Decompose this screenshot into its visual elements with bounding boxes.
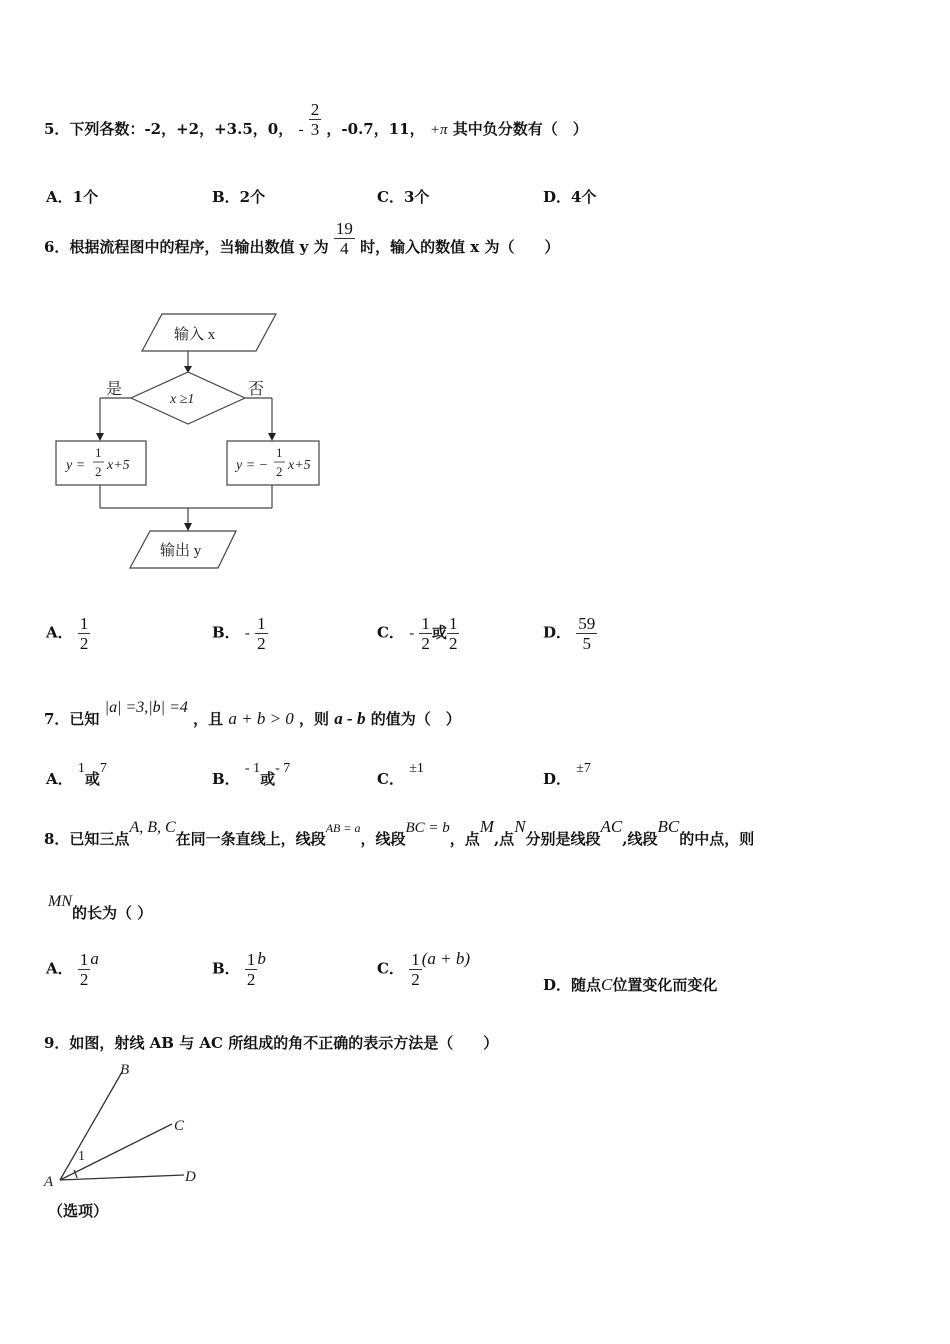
q6-a-fraction: $\frac{1}{2}$ (79, 614, 89, 653)
q5-prefix: 5．下列各数：-2，+2，+3.5，0， (44, 120, 294, 138)
q6-c-fraction-2: $\frac{1}{2}$ (448, 614, 458, 653)
flow-no-label: 否 (248, 381, 265, 398)
label-b: B (120, 1062, 130, 1078)
q8-ac: AC (600, 817, 623, 836)
q7-option-a[interactable]: A． 1或7 (46, 761, 107, 788)
q6-d-fraction: $\frac{59}{5}$ (578, 614, 596, 653)
q6-prefix: 6．根据流程图中的程序，当输出数值 y 为 (44, 238, 329, 256)
q6-option-c[interactable]: C． - $\frac{1}{2}$ 或 $\frac{1}{2}$ (377, 614, 458, 653)
q6-option-a[interactable]: A． $\frac{1}{2}$ (46, 614, 89, 653)
label-c: C (174, 1118, 185, 1134)
q5-fraction: $\frac{2}{3}$ (310, 99, 320, 139)
q8-stem-cont: MN的长为（ ） (48, 893, 153, 922)
q6-stem (44, 218, 560, 258)
ray-ad (60, 1175, 184, 1180)
q5-pi: +π (429, 122, 448, 138)
label-a: A (44, 1174, 54, 1190)
flow-output-text: 输出 y (160, 543, 202, 559)
q7-expression: a - b (334, 709, 366, 728)
q6-suffix: 时，输入的数值 x 为（ ） (360, 238, 560, 256)
q7-abs-values: |a| =3,|b| =4 (104, 699, 188, 716)
flow-left-num: 1 (95, 445, 102, 460)
q8-stem: 8．已知三点A, B, C在同一条直线上，线段$^{AB = a}$，线段BC = b，点M,点N分别是线段AC,线段BC的中点，则 (44, 817, 755, 848)
q6-option-d[interactable]: D． $\frac{59}{5}$ (543, 614, 596, 653)
flow-input-text: 输入 x (174, 327, 216, 343)
q7-option-d[interactable]: D． ±7 (543, 761, 591, 788)
flow-left-den: 2 (95, 464, 102, 479)
flow-left-rhs: x+5 (107, 458, 130, 473)
q8-option-d[interactable]: D．随点C位置变化而变化 (543, 975, 718, 994)
flow-yes-label: 是 (106, 381, 123, 398)
q5-option-a[interactable]: A．1个 (46, 188, 99, 206)
q9-angle-figure (40, 1058, 220, 1198)
q8-mn: MN (48, 893, 72, 910)
q5-option-c[interactable]: C．3个 (377, 188, 430, 206)
q6-c-fraction-1: $\frac{1}{2}$ (421, 614, 430, 653)
label-angle-1: 1 (78, 1149, 85, 1164)
q8-bc2: BC (657, 817, 680, 836)
q8-option-a[interactable]: A． $\frac{1}{2}$ a (46, 948, 99, 989)
q5-suffix: 其中负分数有（ ） (452, 120, 588, 138)
q9-options-note: （选项） (48, 1202, 109, 1220)
flow-right-num: 1 (276, 445, 283, 460)
q6-option-b[interactable]: B． - $\frac{1}{2}$ (212, 614, 266, 653)
q5-middle: ，-0.7，11， (326, 120, 425, 138)
q5-neg-sign: - (298, 122, 304, 138)
q7-option-c[interactable]: C． ±1 (377, 761, 424, 788)
q6-b-fraction: $\frac{1}{2}$ (257, 614, 266, 653)
q8-option-c[interactable]: C． $\frac{1}{2}$ (a + b) (377, 948, 470, 989)
flow-right-lhs: y = − (236, 458, 269, 473)
flow-left-lhs: y = (66, 458, 86, 473)
q6-flowchart (50, 306, 330, 576)
q7-option-b[interactable]: B． - 1或- 7 (212, 761, 291, 788)
q8-points: A, B, C (129, 819, 176, 836)
q9-stem: 9．如图，射线 AB 与 AC 所组成的角不正确的表示方法是（ ） (44, 1034, 499, 1052)
q5-stem (44, 99, 588, 139)
q7-condition: a + b > 0 (228, 709, 294, 728)
q8-option-b[interactable]: B． $\frac{1}{2}$ b (212, 948, 266, 989)
flow-condition-text: x ≥1 (170, 392, 195, 407)
q7-stem: 7．已知 |a| =3,|b| =4 ，且 a + b > 0 ，则 a - b 的值为（ ） (44, 699, 461, 728)
label-d: D (185, 1169, 196, 1185)
flow-right-rhs: x+5 (288, 458, 311, 473)
flow-right-den: 2 (276, 464, 283, 479)
q5-option-d[interactable]: D．4个 (543, 188, 597, 206)
q8-n: N (514, 817, 526, 836)
q5-option-b[interactable]: B．2个 (212, 188, 266, 206)
q8-ab: AB = a (325, 821, 361, 835)
q8-bc: BC = b (405, 820, 450, 836)
q8-m: M (479, 817, 494, 836)
q6-fraction: $\frac{19}{4}$ (335, 218, 353, 258)
